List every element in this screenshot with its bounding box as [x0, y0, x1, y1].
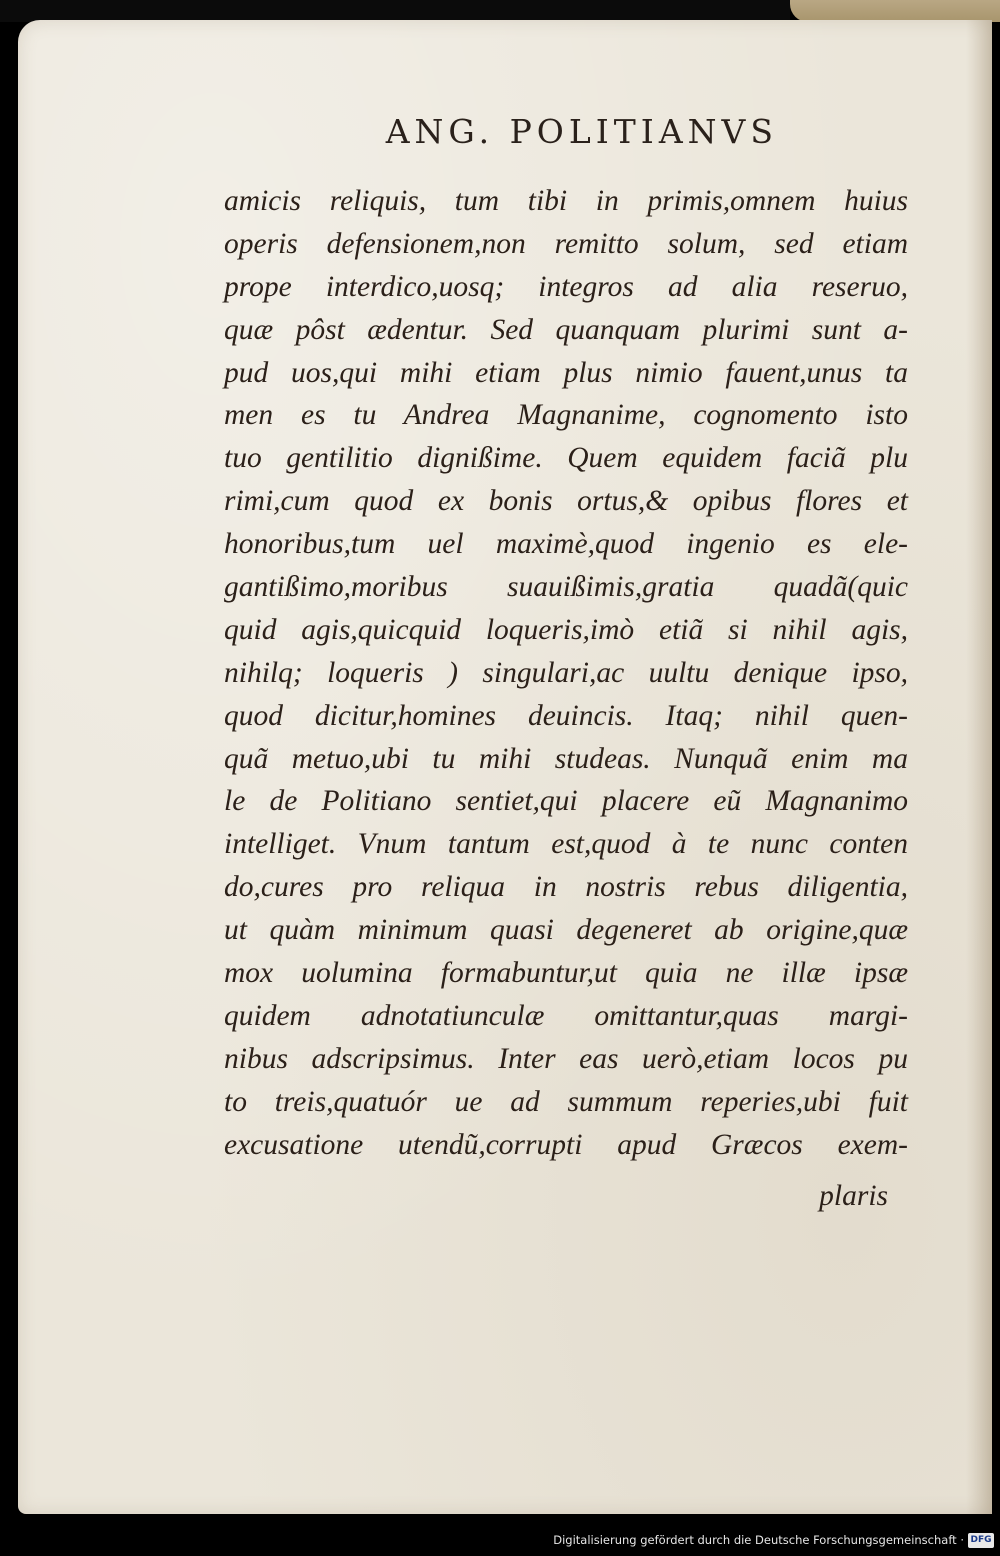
adjacent-page-edge [790, 0, 1000, 22]
text-line: quæ pôst ædentur. Sed quanquam plurimi sunt a- [224, 313, 908, 346]
text-line: do,cures pro reliqua in nostris rebus diligentia, [224, 871, 908, 904]
text-line: men es tu Andrea Magnanime, cognomento isto [224, 399, 908, 432]
text-line: quã metuo,ubi tu mihi studeas. Nunquã enim ma [224, 742, 908, 775]
text-line: prope interdico,uosq; integros ad alia reseruo, [224, 270, 908, 303]
body-text [224, 180, 908, 1166]
text-line: ut quàm minimum quasi degeneret ab origine,quæ [224, 914, 908, 947]
text-line: operis defensionem,non remitto solum, sed etiam [224, 227, 908, 260]
funding-credit: Digitalisierung gefördert durch die Deutsche Forschungsgemeinschaft · [553, 1533, 964, 1547]
text-line: tuo gentilitio dignißime. Quem equidem faciã plu [224, 442, 908, 475]
text-line: rimi,cum quod ex bonis ortus,& opibus flores et [224, 485, 908, 518]
text-line: nibus adscripsimus. Inter eas uerò,etiam locos pu [224, 1042, 908, 1075]
text-line: quidem adnotatiunculæ omittantur,quas margi- [224, 999, 908, 1032]
text-line: pud uos,qui mihi etiam plus nimio fauent,unus ta [224, 356, 908, 389]
text-line: quod dicitur,homines deuincis. Itaq; nihil quen- [224, 699, 908, 732]
footer-bar [0, 1514, 1000, 1556]
text-line: gantißimo,moribus suauißimis,gratia quadã(quic [224, 571, 908, 604]
book-page [18, 20, 992, 1514]
scan-top-border [0, 0, 790, 22]
text-line: le de Politiano sentiet,qui placere eũ Magnanimo [224, 785, 908, 818]
text-line: quid agis,quicquid loqueris,imò etiã si nihil agis, [224, 613, 908, 646]
page-gutter-shadow [966, 20, 992, 1514]
text-line: excusatione utendũ,corrupti apud Græcos exem- [224, 1128, 908, 1161]
text-line: intelliget. Vnum tantum est,quod à te nunc conten [224, 828, 908, 861]
catchword: plaris [819, 1180, 888, 1212]
text-line: mox uolumina formabuntur,ut quia ne illæ ipsæ [224, 957, 908, 990]
text-line: honoribus,tum uel maximè,quod ingenio es ele- [224, 528, 908, 561]
text-line: nihilq; loqueris ) singulari,ac uultu denique ipso, [224, 656, 908, 689]
dfg-logo-icon: DFG [968, 1533, 994, 1548]
text-line: to treis,quatuór ue ad summum reperies,ubi fuit [224, 1085, 908, 1118]
running-head: ANG. POLITIANVS [385, 112, 778, 151]
text-line: amicis reliquis, tum tibi in primis,omnem huius [224, 185, 908, 217]
